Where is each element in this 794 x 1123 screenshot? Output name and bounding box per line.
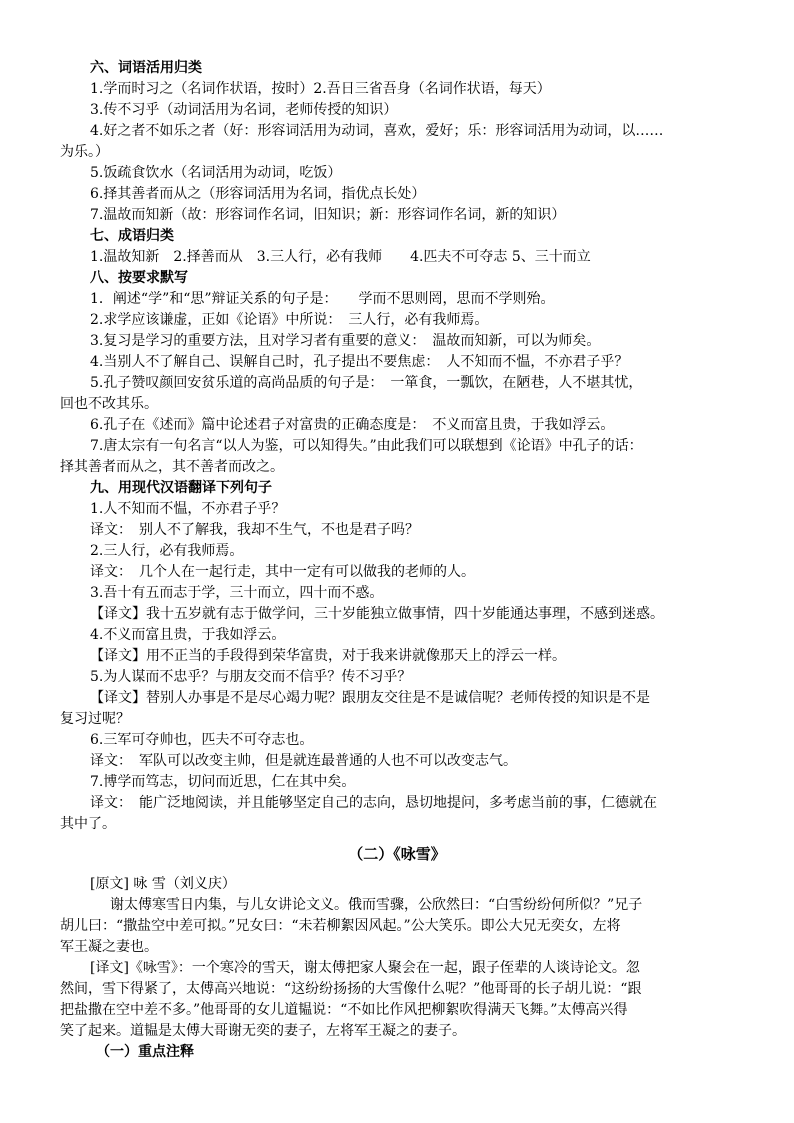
text-line: 为乐。） — [60, 144, 109, 160]
text-line: 5.孔子赞叹颜回安贫乐道的高尚品质的句子是： 一箪食，一瓢饮，在陋巷，人不堪其忧， — [90, 375, 643, 391]
text-line: 1．阐述“学”和“思”辩证关系的句子是： 学而不思则罔，思而不学则殆。 — [90, 291, 555, 307]
text-line: 3.复习是学习的重要方法，且对学习者有重要的意义： 温故而知新，可以为师矣。 — [90, 333, 601, 349]
text-line: 把盐撒在空中差不多。”他哥哥的女儿道韫说：“不如比作风把柳絮吹得满天飞舞。”太傅高兴得 — [60, 1002, 628, 1018]
heading-dictation: 八、按要求默写 — [90, 270, 188, 286]
text-line: 其中了。 — [60, 816, 116, 832]
text-line: 1.温故知新 2.择善而从 3.三人行，必有我师 4.匹夫不可夺志 5、三十而立 — [90, 249, 591, 265]
text-line: 6.三军可夺帅也，匹夫不可夺志也。 — [90, 732, 314, 748]
text-line: 3.传不习乎（动词活用为名词，老师传授的知识） — [90, 102, 398, 118]
section-title: （二）《咏雪》 — [348, 845, 446, 863]
text-line: 军王凝之妻也。 — [60, 939, 158, 955]
text-line: 择其善者而从之，其不善者而改之。 — [60, 459, 284, 475]
text-line: 7.唐太宗有一句名言“以人为鉴，可以知得失。”由此我们可以联想到《论语》中孔子的话： — [90, 438, 643, 454]
text-line: 5.饭疏食饮水（名词活用为动词，吃饭） — [90, 165, 342, 181]
text-line: 3.吾十有五而志于学，三十而立，四十而不惑。 — [90, 585, 384, 601]
text-line: 2.三人行，必有我师焉。 — [90, 543, 244, 559]
heading-translation: 九、用现代汉语翻译下列句子 — [90, 480, 272, 496]
heading-word-usage: 六、词语活用归类 — [90, 60, 202, 76]
text-line: 6.择其善者而从之（形容词活用为名词，指优点长处） — [90, 186, 426, 202]
text-line: 5.为人谋而不忠乎？与朋友交而不信乎？传不习乎？ — [90, 669, 412, 685]
text-line: 谢太傅寒雪日内集，与儿女讲论文义。俄而雪骤，公欣然曰：“白雪纷纷何所似？”兄子 — [110, 897, 643, 913]
text-line: 【译文】替别人办事是不是尽心竭力呢？跟朋友交往是不是诚信呢？老师传授的知识是不是 — [90, 690, 650, 706]
text-line: [译文]《咏雪》：一个寒冷的雪天，谢太傅把家人聚会在一起，跟子侄辈的人谈诗论文。忽 — [90, 960, 640, 976]
text-line: 4.当别人不了解自己、误解自己时，孔子提出不要焦虑： 人不知而不愠，不亦君子乎？ — [90, 354, 629, 370]
text-line: 译文： 几个人在一起行走，其中一定有可以做我的老师的人。 — [90, 564, 475, 580]
text-line: 4.不义而富且贵，于我如浮云。 — [90, 627, 286, 643]
text-line: 译文： 能广泛地阅读，并且能够坚定自己的志向，恳切地提问，多考虑当前的事，仁德就在 — [90, 795, 657, 811]
text-line: 2.求学应该谦虚，正如《论语》中所说： 三人行，必有我师焉。 — [90, 312, 489, 328]
text-line: 笑了起来。道韫是太傅大哥谢无奕的妻子，左将军王凝之的妻子。 — [60, 1023, 466, 1039]
text-line: 7.温故而知新（故：形容词作名词，旧知识；新：形容词作名词，新的知识） — [90, 207, 566, 223]
text-line: [原文] 咏 雪（刘义庆） — [90, 876, 236, 892]
text-line: 1.学而时习之（名词作状语，按时）2.吾日三省吾身（名词作状语，每天） — [90, 81, 551, 97]
text-line: 译文： 别人不了解我，我却不生气，不也是君子吗？ — [90, 522, 419, 538]
text-line: 【译文】我十五岁就有志于做学问，三十岁能独立做事情，四十岁能通达事理，不感到迷惑。 — [90, 606, 664, 622]
text-line: 7.博学而笃志，切问而近思，仁在其中矣。 — [90, 774, 356, 790]
text-line: 译文： 军队可以改变主帅，但是就连最普通的人也不可以改变志气。 — [90, 753, 517, 769]
text-line: 4.好之者不如乐之者（好：形容词活用为动词，喜欢，爱好；乐：形容词活用为动词，以…… — [90, 123, 664, 139]
heading-key-notes: （一）重点注释 — [96, 1044, 194, 1060]
text-line: 6.孔子在《述而》篇中论述君子对富贵的正确态度是： 不义而富且贵，于我如浮云。 — [90, 417, 615, 433]
text-line: 1.人不知而不愠，不亦君子乎？ — [90, 501, 286, 517]
heading-idioms: 七、成语归类 — [90, 228, 174, 244]
text-line: 复习过呢？ — [60, 711, 130, 727]
text-line: 胡儿曰：“撒盐空中差可拟。”兄女曰：“未若柳絮因风起。”公大笑乐。即公大兄无奕女，左将 — [60, 918, 621, 934]
text-line: 回也不改其乐。 — [60, 396, 158, 412]
text-line: 然间，雪下得紧了，太傅高兴地说：“这纷纷扬扬的大雪像什么呢？”他哥哥的长子胡儿说：“跟 — [60, 981, 642, 997]
text-line: 【译文】用不正当的手段得到荣华富贵，对于我来讲就像那天上的浮云一样。 — [90, 648, 566, 664]
